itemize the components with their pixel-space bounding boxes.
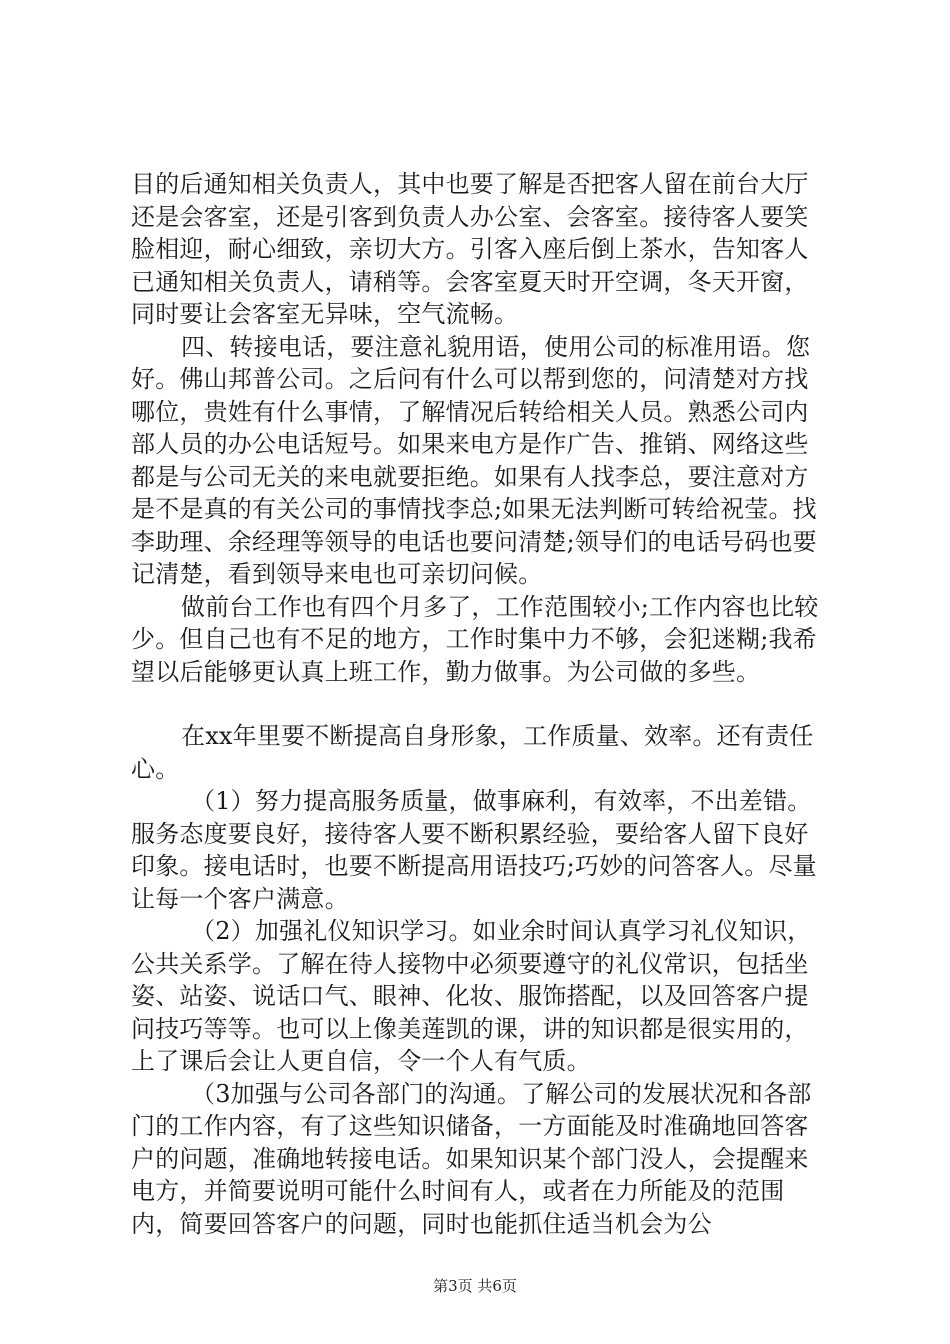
paragraph-goal-2: （2）加强礼仪知识学习。如业余时间认真学习礼仪知识，公共关系学。了解在待人接物中必须要遵守的礼仪常识，包括坐姿、站姿、说话口气、眼神、化妆、服饰搭配，以及回答客户提问技巧等等。也可以上像美莲凯的课，讲的知识都是很实用的，上了课后会让人更自信，令一个人有气质。	[131, 917, 812, 1075]
paragraph-goal-1: （1）努力提高服务质量，做事麻利，有效率，不出差错。服务态度要良好，接待客人要不断积累经验，要给客人留下良好印象。接电话时，也要不断提高用语技巧;巧妙的问答客人。尽量让每一个客户满意。	[131, 787, 817, 913]
paragraph-phone-transfer: 四、转接电话，要注意礼貌用语，使用公司的标准用语。您好。佛山邦普公司。之后问有什么可以帮到您的，问清楚对方找哪位，贵姓有什么事情，了解情况后转给相关人员。熟悉公司内部人员的办公电话短号。如果来电方是作广告、推销、网络这些都是与公司无关的来电就要拒绝。如果有人找李总，要注意对方是不是真的有关公司的事情找李总;如果无法判断可转给祝莹。找李助理、余经理等领导的电话也要问清楚;领导们的电话号码也要记清楚，看到领导来电也可亲切问候。	[131, 332, 817, 588]
page-footer	[0, 1275, 950, 1296]
paragraph-work-summary: 做前台工作也有四个月多了，工作范围较小;工作内容也比较少。但自己也有不足的地方，工作时集中力不够，会犯迷糊;我希望以后能够更认真上班工作，勤力做事。为公司做的多些。	[131, 592, 819, 686]
document-body	[131, 168, 831, 1240]
paragraph-yearly-goals: 在xx年里要不断提高自身形象，工作质量、效率。还有责任心。	[131, 722, 814, 783]
page-number-label: 第3页 共6页	[433, 1277, 517, 1295]
paragraph-reception-continued: 目的后通知相关负责人，其中也要了解是否把客人留在前台大厅还是会客室，还是引客到负责人办公室、会客室。接待客人要笑脸相迎，耐心细致，亲切大方。引客入座后倒上茶水，告知客人已通知相关负责人，请稍等。会客室夏天时开空调，冬天开窗，同时要让会客室无异味，空气流畅。	[131, 170, 809, 328]
paragraph-goal-3: （3加强与公司各部门的沟通。了解公司的发展状况和各部门的工作内容，有了这些知识储备，一方面能及时准确地回答客户的问题，准确地转接电话。如果知识某个部门没人，会提醒来电方，并简要说明可能什么时间有人，或者在力所能及的范围内，简要回答客户的问题，同时也能抓住适当机会为公	[131, 1079, 812, 1238]
